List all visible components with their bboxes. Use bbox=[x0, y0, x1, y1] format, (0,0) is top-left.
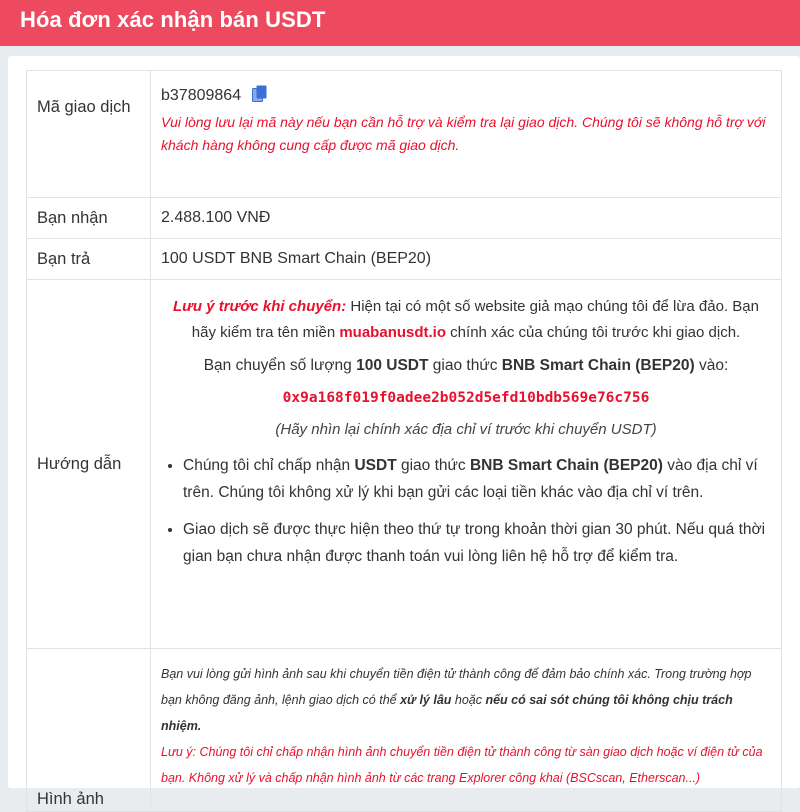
pay-label: Bạn trả bbox=[27, 239, 151, 280]
image-desc-text-1: Bạn vui lòng gửi hình ảnh sau khi chuyển tiền điện tử thành công để đảm bảo chính xác. Trong trường hợp bạn không đăng ảnh, lệnh giao dịch có thể bbox=[161, 667, 752, 707]
guide-amount-pre: Bạn chuyển số lượng bbox=[203, 357, 357, 374]
bullet1-mid: giao thức bbox=[396, 457, 470, 474]
guide-warning-text-1: Hiện tại có một số website giả mạo chúng tôi để lừa đảo. Bạn hãy kiểm tra tên miền bbox=[191, 298, 759, 341]
image-cell bbox=[151, 649, 782, 812]
bullet1-pre: Chúng tôi chỉ chấp nhận bbox=[183, 457, 355, 474]
invoice-card bbox=[8, 56, 800, 808]
bullet1-post: vào địa chỉ ví trên. Chúng tôi không xử lý khi bạn gửi các loại tiền khác vào địa chỉ ví trên. bbox=[183, 457, 758, 501]
row-receive bbox=[27, 198, 782, 239]
guide-site-name: muabanusdt.io bbox=[339, 324, 447, 341]
row-pay bbox=[27, 239, 782, 280]
guide-list-item bbox=[183, 452, 771, 506]
guide-label: Hướng dẫn bbox=[27, 280, 151, 649]
guide-list-item: • Giao dịch sẽ được thực hiện theo thứ tự trong khoản thời gian 30 phút. Nếu quá thời gian bạn chưa nhận được thanh toán vui lòng liên hệ hỗ trợ để kiểm tra. bbox=[183, 516, 771, 570]
guide-network: BNB Smart Chain (BEP20) bbox=[501, 357, 695, 374]
image-note: Lưu ý: Chúng tôi chỉ chấp nhận hình ảnh chuyển tiền điện tử thành công từ sàn giao dịch hoặc ví điện tử của bạn. Không xử lý và chấp nhận hình ảnh từ các trang Explorer công khai (BSCscan, Etherscan...) bbox=[161, 745, 763, 785]
image-desc-text-2: hoặc bbox=[451, 693, 486, 707]
page-title: Hóa đơn xác nhận bán USDT bbox=[20, 7, 326, 32]
invoice-table bbox=[26, 70, 782, 812]
guide-amount-mid: giao thức bbox=[428, 357, 502, 374]
row-transaction-code bbox=[27, 71, 782, 198]
image-desc-bold-2: nếu có sai sót chúng tôi không chịu trách nhiệm. bbox=[161, 693, 733, 733]
row-guide bbox=[27, 280, 782, 649]
guide-amount-post: vào: bbox=[694, 357, 729, 374]
transaction-code-label: Mã giao dịch bbox=[27, 71, 151, 198]
copy-icon[interactable] bbox=[252, 85, 268, 110]
receive-value: 2.488.100 VNĐ bbox=[151, 198, 782, 239]
pay-value: 100 USDT BNB Smart Chain (BEP20) bbox=[151, 239, 782, 280]
guide-warning-title: Lưu ý trước khi chuyển: bbox=[173, 298, 347, 315]
transaction-code-value[interactable]: b37809864 bbox=[161, 87, 242, 104]
row-image bbox=[27, 649, 782, 812]
image-description bbox=[161, 661, 771, 739]
guide-amount: 100 USDT bbox=[356, 357, 429, 374]
guide-amount-line bbox=[161, 354, 771, 378]
guide-warning-text-2: chính xác của chúng tôi trước khi giao dịch. bbox=[446, 324, 741, 341]
transaction-code-warning: Vui lòng lưu lại mã này nếu bạn cần hỗ trợ và kiểm tra lại giao dịch. Chúng tôi sẽ không hỗ trợ với khách hàng không cung cấp được mã giao dịch. bbox=[161, 114, 766, 153]
guide-warning bbox=[161, 294, 771, 346]
guide-cell bbox=[151, 280, 782, 649]
transaction-code-cell bbox=[151, 71, 782, 198]
bullet1-network: BNB Smart Chain (BEP20) bbox=[469, 457, 663, 474]
bullet1-coin: USDT bbox=[354, 457, 397, 474]
image-label: Hình ảnh bbox=[27, 649, 151, 812]
guide-list bbox=[161, 452, 771, 570]
page-header bbox=[0, 0, 800, 46]
receive-label: Bạn nhận bbox=[27, 198, 151, 239]
image-desc-bold-1: xử lý lâu bbox=[400, 693, 452, 707]
address-check-note: (Hãy nhìn lại chính xác địa chỉ ví trước khi chuyển USDT) bbox=[275, 421, 657, 438]
wallet-address[interactable]: 0x9a168f019f0adee2b052d5efd10bdb569e76c756 bbox=[282, 390, 650, 406]
